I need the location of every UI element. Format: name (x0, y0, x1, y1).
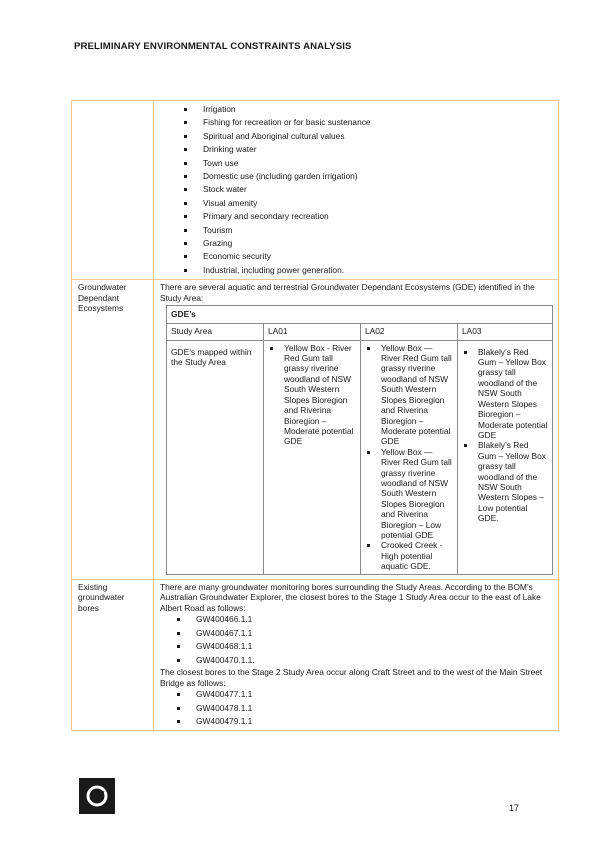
list-item: Visual amenity (160, 197, 553, 210)
list-item: Irrigation (160, 103, 553, 116)
la02-cell (361, 340, 458, 574)
list-item: Yellow Box — River Red Gum tall grassy riverine woodland of NSW South Western Slopes Bioregion and Riverina Bioregion – Moderate potential GDE (365, 343, 453, 447)
label-line: Existing (78, 581, 108, 592)
list-item: GW400466.1.1 (166, 613, 553, 626)
la01-list (268, 343, 356, 447)
list-item: Yellow Box — River Red Gum tall grassy riverine woodland of NSW South Western Slopes Bioregion and Riverina Bioregion – Low potential GDE (365, 447, 453, 541)
gde-table-title: GDE’s (167, 306, 553, 323)
table-row (72, 280, 559, 580)
list-item: Economic security (160, 250, 553, 263)
list-item: Industrial, including power generation. (160, 264, 553, 277)
label-line: Groundwater (78, 282, 127, 293)
page-header-title: PRELIMINARY ENVIRONMENTAL CONSTRAINTS ANALYSIS (74, 41, 352, 52)
content-cell-bores (154, 579, 559, 731)
list-item: Domestic use (including garden irrigation) (160, 170, 553, 183)
list-item: GW400468.1.1 (166, 640, 553, 653)
company-logo-icon (79, 778, 115, 814)
label-line: bores (78, 602, 99, 613)
list-item: GW400478.1.1 (166, 702, 553, 715)
label-line: Dependant (78, 292, 119, 303)
bores-paragraph-1: There are many groundwater monitoring bores surrounding the Study Areas. According to the BOM’s Australian Groundwater Explorer, the closest bores to the Stage 1 Study Area occur to the east of Lake Albert Road as follows: (160, 581, 541, 613)
content-cell-gde (154, 280, 559, 580)
water-uses-list (160, 103, 553, 277)
label-line: Ecosystems (78, 303, 124, 314)
la03-list (462, 347, 548, 524)
label-line: groundwater (78, 592, 125, 603)
col-header-la01: LA01 (264, 323, 361, 340)
constraints-table (71, 100, 559, 731)
list-item: GW400470.1.1. (166, 654, 553, 667)
list-item: Tourism (160, 224, 553, 237)
col-header-la03: LA03 (458, 323, 553, 340)
col-header-study-area: Study Area (167, 323, 264, 340)
la01-cell (264, 340, 361, 574)
list-item: Blakely’s Red Gum – Yellow Box grassy tall woodland of the NSW South Western Slopes Bioregion – Moderate potential GDE (462, 347, 548, 441)
list-item: GW400477.1.1 (166, 688, 553, 701)
page-number: 17 (509, 803, 520, 813)
gde-intro: There are several aquatic and terrestrial Groundwater Dependant Ecosystems (GDE) identified in the Study Area: (160, 282, 535, 303)
list-item: Town use (160, 157, 553, 170)
table-row (72, 101, 559, 280)
list-item: Drinking water (160, 143, 553, 156)
list-item: GW400467.1.1 (166, 627, 553, 640)
la02-list (365, 343, 453, 572)
col-header-la02: LA02 (361, 323, 458, 340)
stage1-bores-list (166, 613, 553, 667)
logo-mark-icon (79, 778, 115, 814)
list-item: Primary and secondary recreation (160, 210, 553, 223)
label-cell (72, 101, 154, 280)
list-item: GW400479.1.1 (166, 715, 553, 728)
bores-paragraph-2: The closest bores to the Stage 2 Study Area occur along Craft Street and to the west of the Main Street Bridge as follows: (160, 666, 543, 688)
list-item: Blakely’s Red Gum – Yellow Box grassy tall woodland of the NSW South Western Slopes – Low potential GDE. (462, 440, 548, 523)
la03-cell (458, 340, 553, 574)
list-item: Yellow Box - River Red Gum tall grassy riverine woodland of NSW South Western Slopes Bioregion and Riverina Bioregion – Moderate potential GDE (268, 343, 356, 447)
label-cell-bores (72, 579, 154, 731)
list-item: Spiritual and Aboriginal cultural values (160, 130, 553, 143)
list-item: Stock water (160, 183, 553, 196)
list-item: Fishing for recreation or for basic sustenance (160, 116, 553, 129)
stage2-bores-list (166, 688, 553, 728)
list-item: Grazing (160, 237, 553, 250)
label-cell-gde (72, 280, 154, 580)
table-row (72, 579, 559, 731)
list-item: Crooked Creek - High potential aquatic GDE. (365, 540, 453, 571)
row-label-text: GDE’s mapped within the Study Area (171, 346, 252, 368)
gde-table (166, 305, 553, 574)
content-cell (154, 101, 559, 280)
row-label-gde-mapped (167, 340, 264, 574)
